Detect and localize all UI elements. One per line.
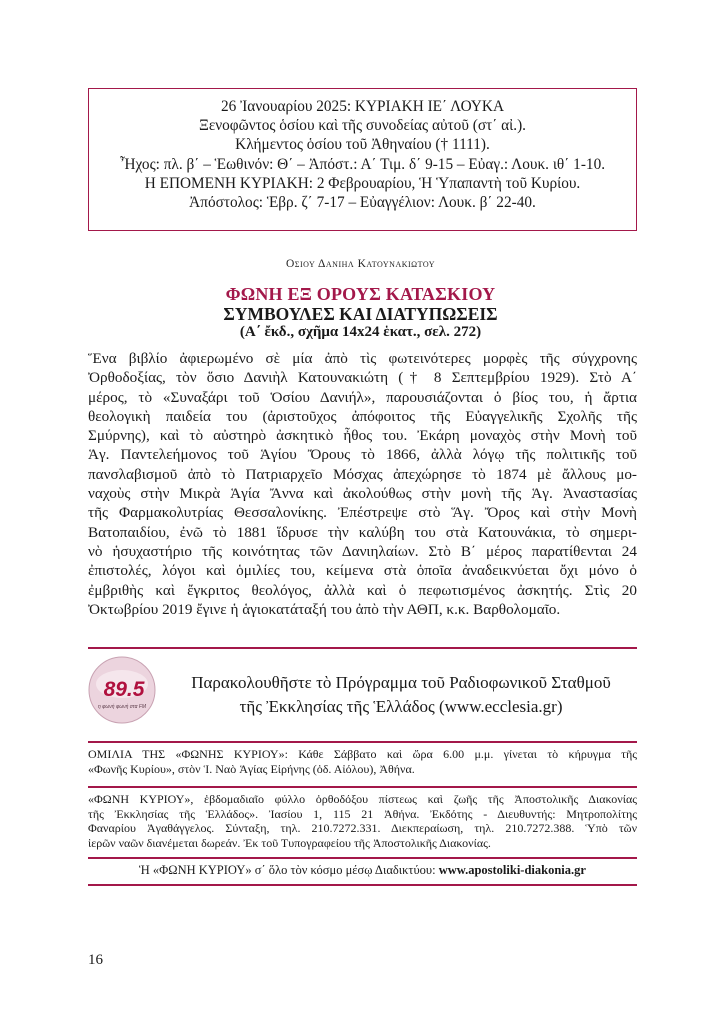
radio-logo-tagline: η φωνή φωνή στα FM <box>97 704 147 710</box>
radio-line-1: Παρακολουθῆστε τὸ Πρόγραμμα τοῦ Ραδιοφωνικοῦ Σταθμοῦ <box>191 673 611 692</box>
article-line: μέρος, τὸ «Συναξάρι τοῦ Ὁσίου Δανιήλ», παρουσιάζονται ὁ βίος του, ἡ ἄρτια <box>88 388 637 406</box>
calendar-next-sunday-line: Η ΕΠΟΜΕΝΗ ΚΥΡΙΑΚΗ: 2 Φεβρουαρίου, Ἡ Ὑπαπαντὴ τοῦ Κυρίου. <box>144 174 581 192</box>
article-line: θεολογικὴ παιδεία του (ἀριστοῦχος ἀπόφοιτος τῆς Εὐαγγελικῆς Σχολῆς τῆς <box>88 407 637 425</box>
sermon-line: «Φωνῆς Κυρίου», στὸν Ἱ. Ναὸ Ἁγίας Εἰρήνης (ὁδ. Αἰόλου), Ἀθήνα. <box>88 761 415 776</box>
divider-colophon-bottom <box>88 857 637 859</box>
article-line: Ὀρθοδοξίας, τὸν ὅσιο Δανιὴλ Κατουνακιώτη († 8 Σεπτεμβρίου 1929). Στὸ Α΄ <box>88 369 637 387</box>
article-line: Ἕνα βιβλίο ἀφιερωμένο σὲ μία ἀπὸ τὶς φωτεινότερες μορφὲς τῆς σύγχρονης <box>88 350 637 367</box>
article-author <box>0 258 721 270</box>
calendar-readings-line: Ἦχος: πλ. β΄ – Ἑωθινόν: Θ΄ – Ἀπόστ.: Α΄ Τιμ. δ΄ 9-15 – Εὐαγ.: Λουκ. ιθ΄ 1-10. <box>119 155 606 173</box>
article-edition: (Α΄ ἔκδ., σχῆμα 14x24 ἑκατ., σελ. 272) <box>239 324 482 340</box>
article-line: ναχοὺς στὴν Μικρὰ Ἁγία Ἄννα καὶ ἀκολούθως στὴν μονὴ τῆς Ἁγ. Ἀναστασίας <box>88 485 637 503</box>
web-url-link[interactable]: www.apostoliki-diakonia.gr <box>438 863 586 877</box>
colophon <box>88 792 637 850</box>
web-notice-text: Ἡ «ΦΩΝΗ ΚΥΡΙΟΥ» σ΄ ὅλο τὸν κόσμο μέσῳ Διαδικτύου: <box>139 863 439 877</box>
divider-sermon-bottom <box>88 786 637 788</box>
divider-radio-bottom <box>88 741 637 743</box>
article-line: Ἁγ. Παντελεήμονος τοῦ Ἁγίου Ὄρους τὸ 1866, ἀλλὰ λόγῳ τῆς πολιτικῆς τοῦ <box>88 446 637 464</box>
divider-web-bottom <box>88 884 637 886</box>
colophon-line: Φαναρίου Ἀγαθάγγελος. Σύνταξη, τηλ. 210.7272.331. Διεκπεραίωση, τηλ. 210.7272.388. Ὑπὸ τῶν <box>88 821 637 836</box>
calendar-saint-line-1: Ξενοφῶντος ὁσίου καὶ τῆς συνοδείας αὐτοῦ (στ΄ αἰ.). <box>198 117 526 135</box>
article-line: πανσλαβισμοῦ ἀπὸ τὸ Πατριαρχεῖο Μόσχας ἀπεχώρησε τὸ 1874 μὲ ἄλλους μο- <box>88 465 637 483</box>
colophon-line: ἱερῶν ναῶν διανέμεται δωρεάν. Ἐκ τοῦ Τυπογραφείου τῆς Ἀποστολικῆς Διακονίας. <box>88 835 491 850</box>
article-line: ἐμβριθὴς καὶ ἔγκριτος θεολόγος, ἀλλὰ καὶ ὁ πεφωτισμένος ἀσκητής. Στὶς 20 <box>88 581 637 599</box>
article-author-text: Οσιου Δανιηλ Κατουνακιωτου <box>285 258 436 270</box>
sermon-line: ΟΜΙΛΙΑ ΤΗΣ «ΦΩΝΗΣ ΚΥΡΙΟΥ»: Κάθε Σάββατο καὶ ὥρα 6.00 μ.μ. γίνεται τὸ κήρυγμα τῆς <box>88 747 637 761</box>
article-line: Σμύρνης), καὶ τὸ αὐστηρὸ ἀσκητικὸ ἦθος του. Ἐκάρη μοναχὸς στὴν Μονὴ τοῦ <box>88 427 637 445</box>
article-title: ΦΩΝΗ ΕΞ ΟΡΟΥΣ ΚΑΤΑΣΚΙΟΥ <box>225 284 496 304</box>
colophon-line: τῆς Ἐκκλησίας τῆς Ἑλλάδος». Ἰασίου 1, 115 21 Ἀθήνα. Ἐκδότης - Διευθυντής: Μητροπολίτης <box>88 806 637 821</box>
article-body <box>88 349 637 619</box>
article-line: Ὀκτωβρίου 2019 ἔγινε ἡ ἁγιοκατάταξή του ἀπὸ τὴν ΑΘΠ, κ.κ. Βαρθολομαῖο. <box>88 600 561 618</box>
colophon-line: «ΦΩΝΗ ΚΥΡΙΟΥ», ἑβδομαδιαῖο φύλλο ὀρθοδόξου πίστεως καὶ ζωῆς τῆς Ἀποστολικῆς Διακονίας <box>88 792 637 806</box>
sermon-notice <box>88 747 637 776</box>
calendar-box <box>88 88 637 231</box>
radio-logo-number: 89.5 <box>103 678 145 701</box>
calendar-next-readings-line: Ἀπόστολος: Ἑβρ. ζ΄ 7-17 – Εὐαγγέλιον: Λουκ. β΄ 22-40. <box>189 194 536 212</box>
web-notice <box>88 863 637 878</box>
radio-line-2: τῆς Ἐκκλησίας τῆς Ἑλλάδος (www.ecclesia.gr) <box>239 697 563 716</box>
calendar-date-line: 26 Ἰανουαρίου 2025: ΚΥΡΙΑΚΗ ΙΕ΄ ΛΟΥΚΑ <box>220 98 504 115</box>
article-subtitle: ΣΥΜΒΟΥΛΕΣ ΚΑΙ ΔΙΑΤΥΠΩΣΕΙΣ <box>223 304 498 324</box>
article-line: ἐπιστολές, λόγοι καὶ ὁμιλίες του, κείμενα στὰ ὁποῖα ἀναδεικνύεται ὄχι μόνο ὁ <box>88 562 637 580</box>
article-line: τῆς Φαρμακολυτρίας Θεσσαλονίκης. Ἐπέστρεψε στὸ Ἅγ. Ὄρος καὶ στὴν Μονὴ <box>88 504 637 522</box>
page-number: 16 <box>88 952 103 968</box>
article-line: Βατοπαιδίου, ἐνῶ τὸ 1881 ἵδρυσε τὴν καλύβη του στὰ Κατουνάκια, τὸ σημερι- <box>88 523 637 541</box>
article-line: νὸ ἡσυχαστήριο τῆς κοινότητας τῶν Δανιηλαίων. Στὸ Β΄ μέρος παρατίθενται 24 <box>88 542 637 560</box>
divider-top <box>88 647 637 649</box>
calendar-saint-line-2: Κλήμεντος ὁσίου τοῦ Ἀθηναίου († 1111). <box>235 136 490 154</box>
radio-logo-icon <box>86 654 158 726</box>
